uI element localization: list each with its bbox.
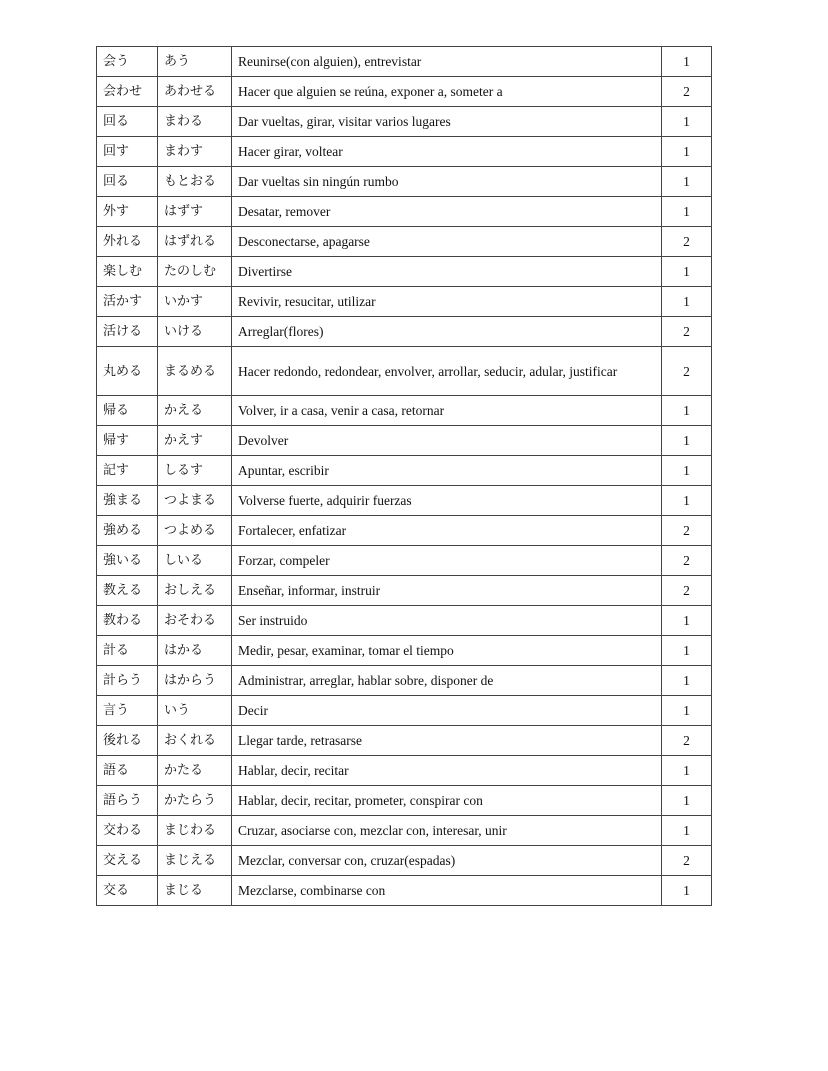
table-row	[97, 726, 712, 756]
kanji-cell: 楽しむ	[97, 257, 158, 287]
kanji-cell: 教わる	[97, 606, 158, 636]
group-number-cell: 1	[662, 486, 712, 516]
kana-cell: あわせる	[158, 77, 232, 107]
table-row	[97, 606, 712, 636]
meaning-cell: Hablar, decir, recitar	[232, 756, 662, 786]
meaning-cell: Reunirse(con alguien), entrevistar	[232, 47, 662, 77]
vocabulary-table	[96, 46, 712, 906]
kanji-cell: 会わせ	[97, 77, 158, 107]
group-number-cell: 1	[662, 636, 712, 666]
table-row	[97, 846, 712, 876]
table-row	[97, 666, 712, 696]
kana-cell: まわる	[158, 107, 232, 137]
table-row	[97, 317, 712, 347]
meaning-cell: Cruzar, asociarse con, mezclar con, interesar, unir	[232, 816, 662, 846]
kana-cell: しるす	[158, 456, 232, 486]
kana-cell: まじえる	[158, 846, 232, 876]
kana-cell: いける	[158, 317, 232, 347]
group-number-cell: 1	[662, 167, 712, 197]
kanji-cell: 強まる	[97, 486, 158, 516]
kana-cell: かたらう	[158, 786, 232, 816]
meaning-cell: Ser instruido	[232, 606, 662, 636]
meaning-cell: Dar vueltas sin ningún rumbo	[232, 167, 662, 197]
kanji-cell: 帰す	[97, 426, 158, 456]
kanji-cell: 交わる	[97, 816, 158, 846]
kana-cell: いう	[158, 696, 232, 726]
group-number-cell: 1	[662, 107, 712, 137]
table-row	[97, 107, 712, 137]
table-row	[97, 456, 712, 486]
kana-cell: しいる	[158, 546, 232, 576]
group-number-cell: 1	[662, 287, 712, 317]
group-number-cell: 1	[662, 696, 712, 726]
group-number-cell: 1	[662, 456, 712, 486]
table-row	[97, 756, 712, 786]
table-row	[97, 77, 712, 107]
table-row	[97, 227, 712, 257]
meaning-cell: Fortalecer, enfatizar	[232, 516, 662, 546]
kanji-cell: 言う	[97, 696, 158, 726]
meaning-cell: Hacer girar, voltear	[232, 137, 662, 167]
kana-cell: もとおる	[158, 167, 232, 197]
meaning-cell: Hacer que alguien se reúna, exponer a, someter a	[232, 77, 662, 107]
kana-cell: はからう	[158, 666, 232, 696]
table-row	[97, 347, 712, 396]
meaning-cell: Desconectarse, apagarse	[232, 227, 662, 257]
group-number-cell: 1	[662, 426, 712, 456]
group-number-cell: 1	[662, 137, 712, 167]
kana-cell: つよまる	[158, 486, 232, 516]
kanji-cell: 語る	[97, 756, 158, 786]
table-row	[97, 257, 712, 287]
group-number-cell: 2	[662, 846, 712, 876]
group-number-cell: 2	[662, 77, 712, 107]
kana-cell: はかる	[158, 636, 232, 666]
meaning-cell: Divertirse	[232, 257, 662, 287]
table-row	[97, 486, 712, 516]
group-number-cell: 1	[662, 666, 712, 696]
meaning-cell: Volver, ir a casa, venir a casa, retornar	[232, 396, 662, 426]
meaning-cell: Volverse fuerte, adquirir fuerzas	[232, 486, 662, 516]
kanji-cell: 外れる	[97, 227, 158, 257]
kana-cell: かえる	[158, 396, 232, 426]
group-number-cell: 1	[662, 786, 712, 816]
kana-cell: まじわる	[158, 816, 232, 846]
meaning-cell: Mezclarse, combinarse con	[232, 876, 662, 906]
group-number-cell: 1	[662, 257, 712, 287]
meaning-cell: Forzar, compeler	[232, 546, 662, 576]
kana-cell: かえす	[158, 426, 232, 456]
meaning-cell: Mezclar, conversar con, cruzar(espadas)	[232, 846, 662, 876]
kanji-cell: 回る	[97, 107, 158, 137]
kanji-cell: 回す	[97, 137, 158, 167]
group-number-cell: 1	[662, 396, 712, 426]
group-number-cell: 1	[662, 816, 712, 846]
kana-cell: たのしむ	[158, 257, 232, 287]
kana-cell: まるめる	[158, 347, 232, 396]
group-number-cell: 2	[662, 576, 712, 606]
meaning-cell: Administrar, arreglar, hablar sobre, disponer de	[232, 666, 662, 696]
kana-cell: はずす	[158, 197, 232, 227]
kanji-cell: 計らう	[97, 666, 158, 696]
table-row	[97, 167, 712, 197]
meaning-cell: Dar vueltas, girar, visitar varios lugares	[232, 107, 662, 137]
table-row	[97, 876, 712, 906]
kanji-cell: 活かす	[97, 287, 158, 317]
table-row	[97, 636, 712, 666]
meaning-cell: Desatar, remover	[232, 197, 662, 227]
kanji-cell: 交える	[97, 846, 158, 876]
group-number-cell: 2	[662, 227, 712, 257]
meaning-cell: Enseñar, informar, instruir	[232, 576, 662, 606]
kana-cell: いかす	[158, 287, 232, 317]
group-number-cell: 2	[662, 347, 712, 396]
meaning-cell: Llegar tarde, retrasarse	[232, 726, 662, 756]
table-row	[97, 516, 712, 546]
kanji-cell: 帰る	[97, 396, 158, 426]
kana-cell: おしえる	[158, 576, 232, 606]
kanji-cell: 交る	[97, 876, 158, 906]
kanji-cell: 強いる	[97, 546, 158, 576]
group-number-cell: 1	[662, 47, 712, 77]
kana-cell: あう	[158, 47, 232, 77]
group-number-cell: 2	[662, 726, 712, 756]
table-row	[97, 426, 712, 456]
table-row	[97, 576, 712, 606]
meaning-cell: Revivir, resucitar, utilizar	[232, 287, 662, 317]
kanji-cell: 強める	[97, 516, 158, 546]
table-row	[97, 47, 712, 77]
table-row	[97, 696, 712, 726]
kana-cell: はずれる	[158, 227, 232, 257]
table-row	[97, 816, 712, 846]
kanji-cell: 語らう	[97, 786, 158, 816]
kana-cell: おそわる	[158, 606, 232, 636]
kanji-cell: 後れる	[97, 726, 158, 756]
kanji-cell: 外す	[97, 197, 158, 227]
meaning-cell: Arreglar(flores)	[232, 317, 662, 347]
vocabulary-table-body	[97, 47, 712, 906]
group-number-cell: 1	[662, 756, 712, 786]
meaning-cell: Hablar, decir, recitar, prometer, conspirar con	[232, 786, 662, 816]
kana-cell: まじる	[158, 876, 232, 906]
group-number-cell: 1	[662, 197, 712, 227]
kanji-cell: 回る	[97, 167, 158, 197]
group-number-cell: 1	[662, 876, 712, 906]
kana-cell: おくれる	[158, 726, 232, 756]
kanji-cell: 活ける	[97, 317, 158, 347]
table-row	[97, 396, 712, 426]
table-row	[97, 287, 712, 317]
group-number-cell: 2	[662, 317, 712, 347]
meaning-cell: Decir	[232, 696, 662, 726]
kana-cell: つよめる	[158, 516, 232, 546]
group-number-cell: 2	[662, 546, 712, 576]
meaning-cell: Apuntar, escribir	[232, 456, 662, 486]
group-number-cell: 2	[662, 516, 712, 546]
table-row	[97, 137, 712, 167]
kanji-cell: 教える	[97, 576, 158, 606]
kanji-cell: 計る	[97, 636, 158, 666]
table-row	[97, 197, 712, 227]
meaning-cell: Medir, pesar, examinar, tomar el tiempo	[232, 636, 662, 666]
kanji-cell: 記す	[97, 456, 158, 486]
kanji-cell: 丸める	[97, 347, 158, 396]
meaning-cell: Devolver	[232, 426, 662, 456]
table-row	[97, 546, 712, 576]
meaning-cell: Hacer redondo, redondear, envolver, arrollar, seducir, adular, justificar	[232, 347, 662, 396]
table-row	[97, 786, 712, 816]
group-number-cell: 1	[662, 606, 712, 636]
kana-cell: まわす	[158, 137, 232, 167]
kana-cell: かたる	[158, 756, 232, 786]
kanji-cell: 会う	[97, 47, 158, 77]
